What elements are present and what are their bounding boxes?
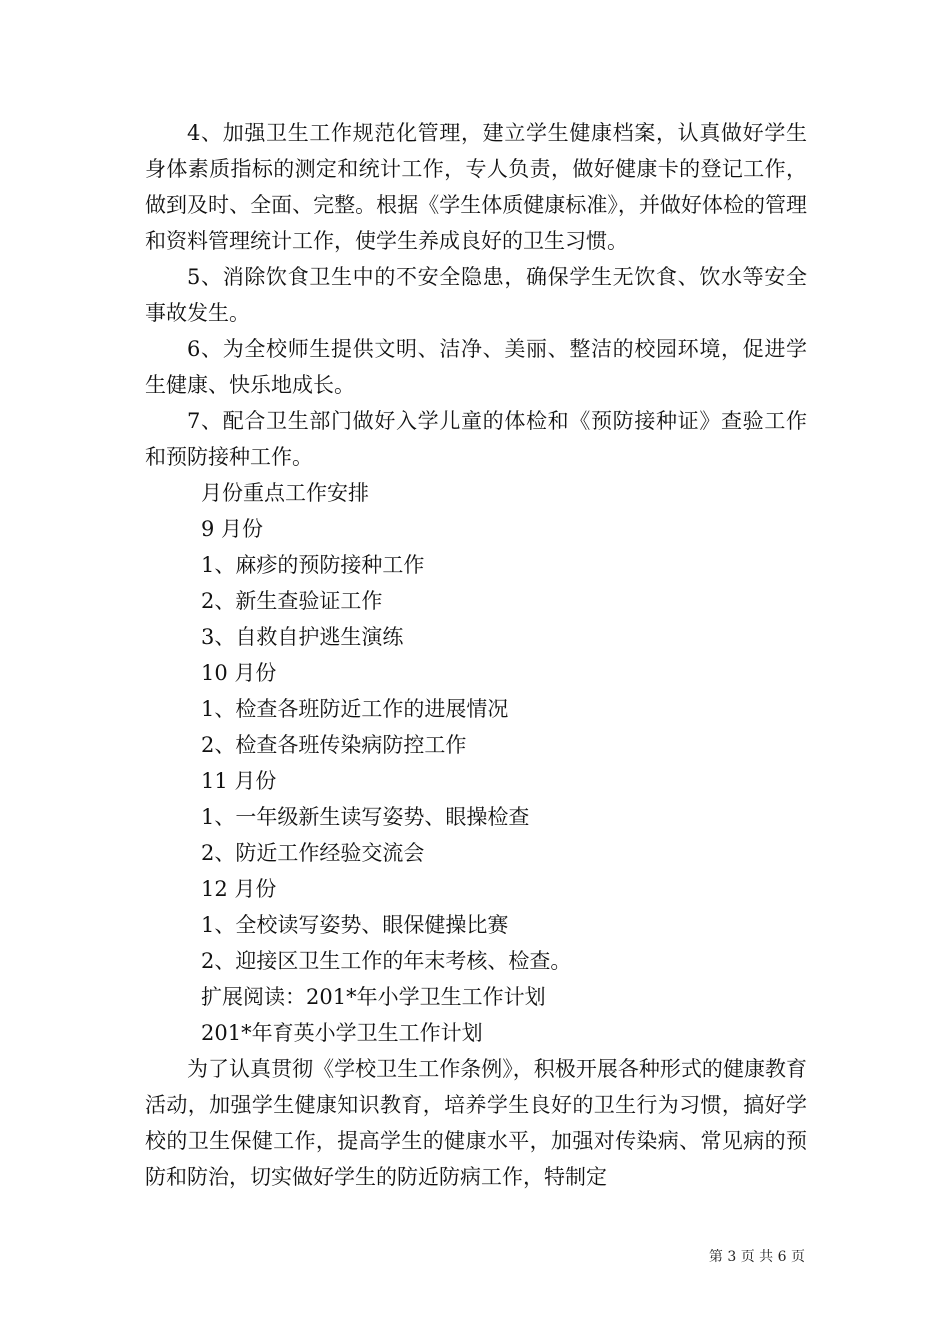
- list-item: 1、全校读写姿势、眼保健操比赛: [201, 913, 509, 937]
- list-item: 3、自救自护逃生演练: [201, 625, 404, 649]
- month-heading-12: 12 月份: [201, 877, 277, 901]
- list-item: 1、一年级新生读写姿势、眼操检查: [201, 805, 530, 829]
- paragraph-item-6: 6、为全校师生提供文明、洁净、美丽、整洁的校园环境，促进学生健康、快乐地成长。: [145, 337, 807, 397]
- list-item: 1、检查各班防近工作的进展情况: [201, 697, 509, 721]
- plan-title: 201*年育英小学卫生工作计划: [201, 1021, 483, 1045]
- list-item: 2、迎接区卫生工作的年末考核、检查。: [201, 949, 572, 973]
- month-heading-10: 10 月份: [201, 661, 277, 685]
- paragraph-item-7: 7、配合卫生部门做好入学儿童的体检和《预防接种证》查验工作和预防接种工作。: [145, 409, 807, 469]
- list-item: 2、检查各班传染病防控工作: [201, 733, 467, 757]
- paragraph-item-4: 4、加强卫生工作规范化管理，建立学生健康档案，认真做好学生身体素质指标的测定和统计工作，专人负责，做好健康卡的登记工作，做到及时、全面、完整。根据《学生体质健康标准》，并做好体检的管理和资料管理统计工作，使学生养成良好的卫生习惯。: [145, 121, 807, 253]
- page-number-footer: 第 3 页 共 6 页: [708, 1249, 805, 1265]
- schedule-title: 月份重点工作安排: [201, 481, 369, 505]
- month-heading-11: 11 月份: [201, 769, 277, 793]
- intro-paragraph: 为了认真贯彻《学校卫生工作条例》，积极开展各种形式的健康教育活动，加强学生健康知识教育，培养学生良好的卫生行为习惯，搞好学校的卫生保健工作，提高学生的健康水平，加强对传染病、常见病的预防和防治，切实做好学生的防近防病工作，特制定: [145, 1057, 807, 1189]
- list-item: 2、新生查验证工作: [201, 589, 383, 613]
- paragraph-item-5: 5、消除饮食卫生中的不安全隐患，确保学生无饮食、饮水等安全事故发生。: [145, 265, 807, 325]
- list-item: 2、防近工作经验交流会: [201, 841, 425, 865]
- extended-reading-heading: 扩展阅读：201*年小学卫生工作计划: [201, 985, 546, 1009]
- list-item: 1、麻疹的预防接种工作: [201, 553, 425, 577]
- month-heading-9: 9 月份: [201, 517, 264, 541]
- document-body: [145, 115, 807, 1195]
